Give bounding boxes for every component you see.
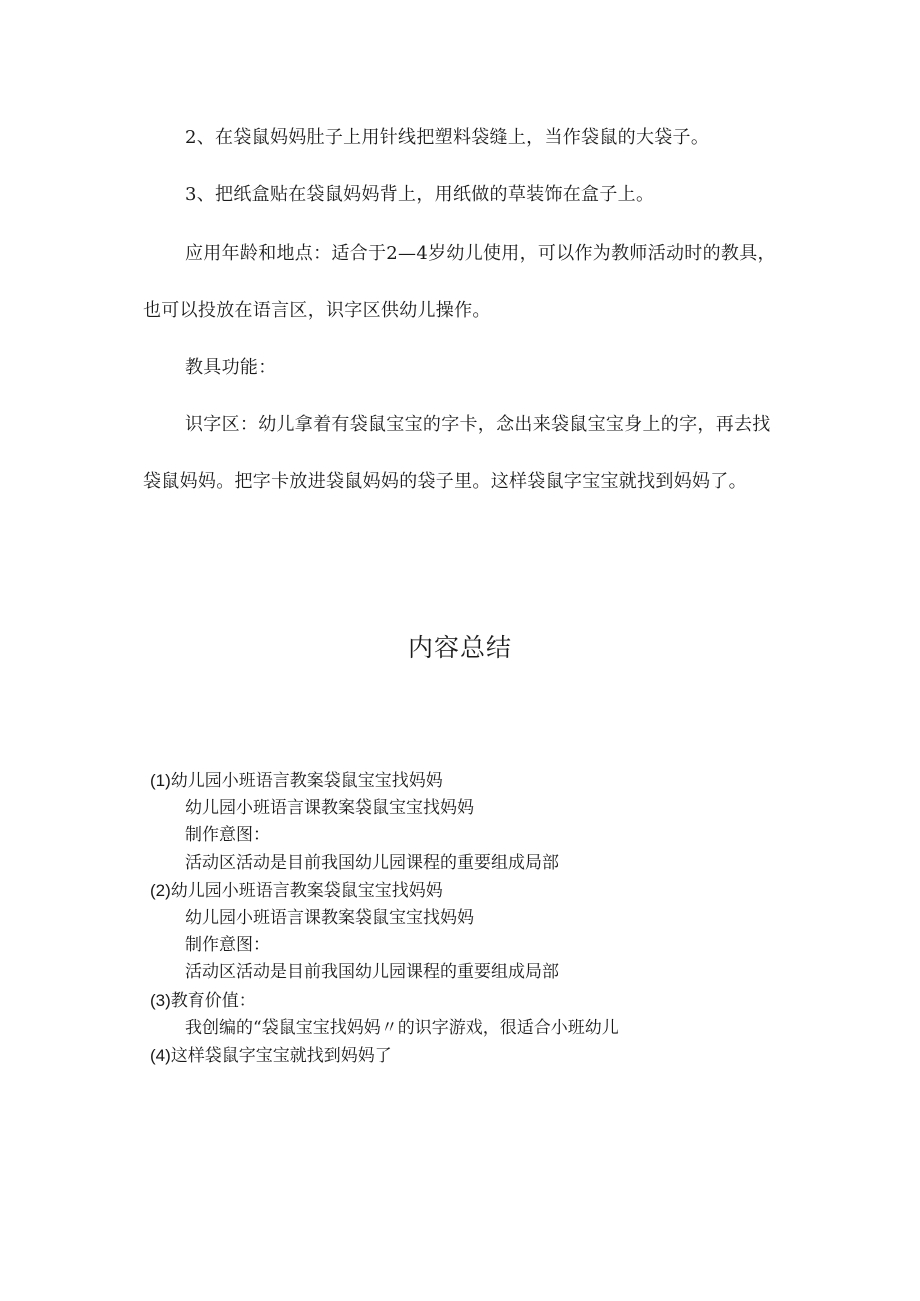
summary-item-1-sub-2: 制作意图： — [185, 825, 270, 846]
summary-item-3 — [150, 987, 619, 1015]
summary-item-text: 幼儿园小班语言教案袋鼠宝宝找妈妈 — [170, 880, 443, 901]
summary-item-2 — [150, 877, 619, 905]
paragraph-step-3: 3、把纸盒贴在袋鼠妈妈背上，用纸做的草装饰在盒子上。 — [185, 184, 655, 205]
summary-item-2-sub-2: 制作意图： — [185, 935, 270, 956]
paragraph-literacy-line-2: 袋鼠妈妈。把字卡放进袋鼠妈妈的袋子里。这样袋鼠字宝宝就找到妈妈了。 — [143, 471, 747, 492]
summary-item-2-sub-3: 活动区活动是目前我国幼儿园课程的重要组成局部 — [185, 962, 559, 983]
paragraph-function-heading: 教具功能： — [185, 357, 277, 378]
paragraph-step-2: 2、在袋鼠妈妈肚子上用针线把塑料袋缝上，当作袋鼠的大袋子。 — [185, 127, 710, 148]
summary-title: 内容总结 — [407, 633, 512, 662]
summary-item-1-sub-1: 幼儿园小班语言课教案袋鼠宝宝找妈妈 — [185, 798, 474, 819]
paragraph-age-location-line-1: 应用年龄和地点：适合于2—4岁幼儿使用，可以作为教师活动时的教具， — [185, 243, 776, 264]
summary-item-number: (1) — [150, 771, 171, 790]
summary-item-text: 幼儿园小班语言教案袋鼠宝宝找妈妈 — [170, 771, 443, 791]
summary-item-number: (3) — [150, 990, 171, 1010]
summary-item-1 — [150, 767, 619, 795]
summary-item-3-sub-1: 我创编的“袋鼠宝宝找妈妈〃的识字游戏，很适合小班幼儿 — [185, 1017, 619, 1038]
summary-item-number: (2) — [150, 880, 171, 900]
summary-item-text: 这样袋鼠字宝宝就找到妈妈了 — [170, 1046, 392, 1067]
summary-item-4 — [150, 1042, 619, 1070]
paragraph-literacy-line-1: 识字区：幼儿拿着有袋鼠宝宝的字卡，念出来袋鼠宝宝身上的字，再去找 — [185, 414, 771, 435]
paragraph-age-location-line-2: 也可以投放在语言区，识字区供幼儿操作。 — [143, 300, 491, 321]
summary-item-number: (4) — [150, 1046, 171, 1066]
summary-item-1-sub-3: 活动区活动是目前我国幼儿园课程的重要组成局部 — [185, 852, 559, 873]
summary-list — [150, 767, 619, 1070]
summary-item-text: 教育价值： — [170, 990, 256, 1011]
summary-item-2-sub-1: 幼儿园小班语言课教案袋鼠宝宝找妈妈 — [185, 908, 474, 929]
